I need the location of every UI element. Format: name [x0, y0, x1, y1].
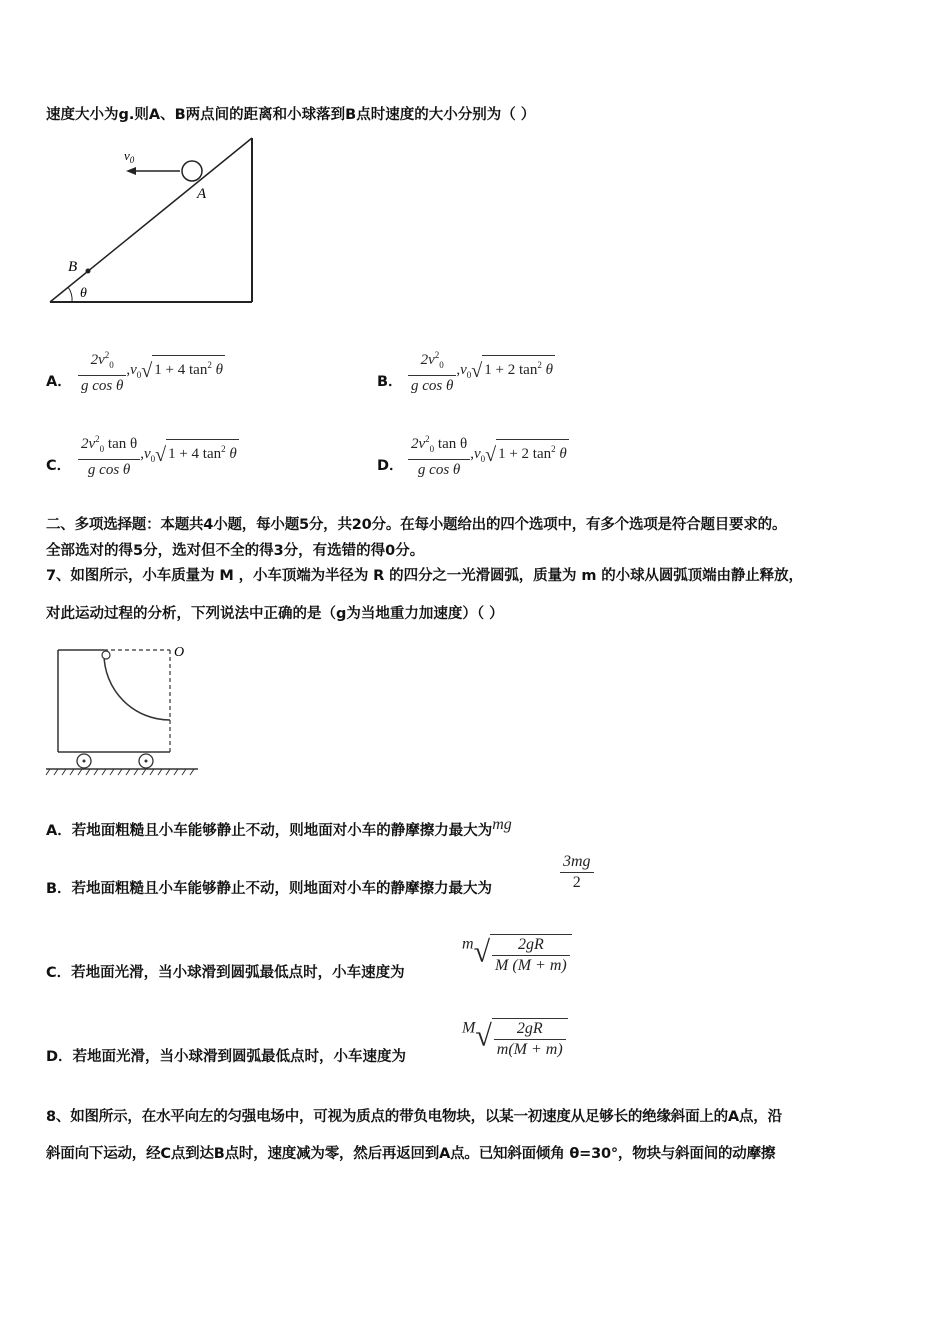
q7-option-a[interactable]: A．若地面粗糙且小车能够静止不动，则地面对小车的静摩擦力最大为mg [46, 816, 512, 839]
q7-option-b[interactable]: B．若地面粗糙且小车能够静止不动，则地面对小车的静摩擦力最大为 [46, 881, 493, 897]
point-O-label: O [174, 645, 185, 660]
q7-stem-line1: 7、如图所示，小车质量为 M ，小车顶端为半径为 R 的四分之一光滑圆弧，质量为 m 的小球从圆弧顶端由静止释放， [46, 568, 803, 584]
q7-cart-figure [42, 640, 212, 778]
q6-incline-figure [40, 135, 270, 310]
q6-option-b-formula: $\frac{2v^2_0}{\text{g cos θ}}$ $,v_0√$ 1 + 2 $\tan^2 \theta$ [408, 345, 555, 396]
point-B-label: B [68, 259, 78, 275]
q7-option-c-formula: m√ $\frac{2gR}{M (M + m)}$ [462, 934, 572, 976]
incline-slope [50, 138, 252, 302]
point-B-dot [86, 269, 91, 274]
small-ball [102, 651, 110, 659]
q7-stem-line2: 对此运动过程的分析，下列说法中正确的是（g为当地重力加速度）（ ） [46, 606, 504, 622]
ball [182, 161, 202, 181]
q7-option-c[interactable]: C．若地面光滑，当小球滑到圆弧最低点时，小车速度为 [46, 965, 405, 981]
angle-arc [68, 287, 72, 302]
q6-stem-tail: 速度大小为g.则A、B两点间的距离和小球落到B点时速度的大小分别为（ ） [46, 107, 536, 123]
q6-option-c[interactable]: C． [46, 458, 72, 474]
q6-option-c-formula: $\frac{2v^2_0 \tan \theta}{\text{g cos θ}}$ $,v_0√$ 1 + 4 $\tan^2 \theta$ [78, 429, 239, 480]
q7-option-d-formula: M√ $\frac{2gR}{m(M + m)}$ [462, 1018, 568, 1060]
section2-heading-line2: 全部选对的得5分，选对但不全的得3分，有选错的得0分。 [46, 543, 425, 559]
q8-stem-line1: 8、如图所示，在水平向左的匀强电场中，可视为质点的带负电物块，以某一初速度从足够长的绝缘斜面上的A点，沿 [46, 1109, 782, 1125]
arc-track [104, 654, 170, 720]
q6-option-a-formula: $\frac{2v^2_0}{\text{g cos θ}}$ $,v_0√$ 1 + 4 $\tan^2 \theta$ [78, 345, 225, 396]
section2-heading-line1: 二、多项选择题：本题共4小题，每小题5分，共20分。在每小题给出的四个选项中，有多个选项是符合题目要求的。 [46, 517, 787, 533]
q7-option-b-formula: $\frac{3mg}{2}$ [560, 852, 594, 893]
velocity-arrowhead [126, 167, 136, 175]
q6-option-d-formula: $\frac{2v^2_0 \tan \theta}{\text{g cos θ}}$ $,v_0√$ 1 + 2 $\tan^2 \theta$ [408, 429, 569, 480]
v0-label: $v_0$ [124, 148, 135, 165]
q6-option-a[interactable]: A． [46, 374, 72, 390]
q8-stem-line2: 斜面向下运动，经C点到达B点时，速度减为零，然后再返回到A点。已知斜面倾角 θ=30°，物块与斜面间的动摩擦 [46, 1146, 776, 1162]
theta-label: θ [80, 286, 87, 301]
q7-option-d[interactable]: D．若地面光滑，当小球滑到圆弧最低点时，小车速度为 [46, 1049, 407, 1065]
q6-option-d[interactable]: D． [377, 458, 404, 474]
point-A-label: A [197, 186, 207, 202]
q6-option-b[interactable]: B． [377, 374, 403, 390]
ground-hatch [46, 769, 194, 775]
